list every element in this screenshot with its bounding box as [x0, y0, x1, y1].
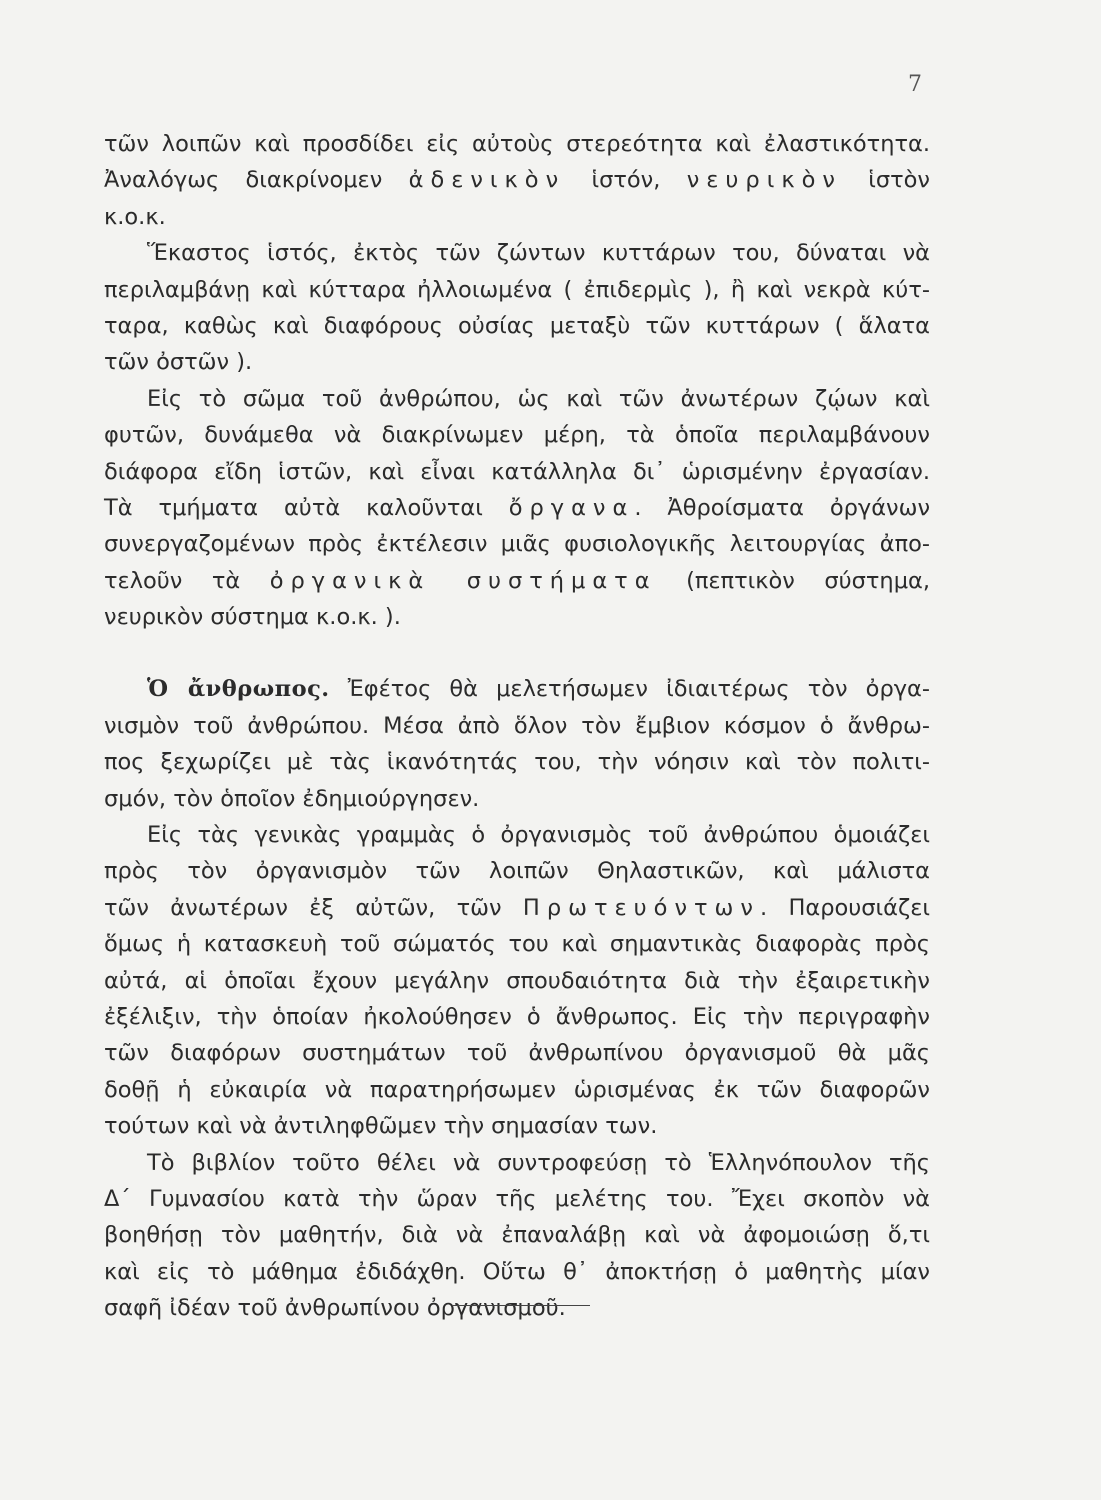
text-line: νευρικὸν σύστημα κ.ο.κ. ). — [104, 604, 401, 631]
text-line: Εἰς τὸ σῶμα τοῦ ἀνθρώπου, ὡς καὶ τῶν ἀνωτέρων ζῴων καὶ — [147, 385, 930, 412]
text-span: . Ἀθροίσματα ὀργάνων — [634, 494, 931, 521]
text-span: τελοῦν τὰ — [104, 567, 270, 594]
text-line: αὐτά, αἱ ὁποῖαι ἔχουν μεγάλην σπουδαιότητα διὰ τὴν ἐξαιρετικὴν — [104, 967, 930, 994]
text-line: νισμὸν τοῦ ἀνθρώπου. Μέσα ἀπὸ ὅλον τὸν ἔμβιον κόσμον ὁ ἄνθρω- — [104, 712, 930, 739]
text-line: ὅμως ἡ κατασκευὴ τοῦ σώματός του καὶ σημαντικὰς διαφορὰς πρὸς — [104, 931, 930, 958]
text-line: Τὸ βιβλίον τοῦτο θέλει νὰ συντροφεύσῃ τὸ Ἑλληνόπουλον τῆς — [147, 1149, 930, 1176]
spaced-term: ἀδενικὸν — [408, 167, 566, 194]
section-heading: Ὁ ἄνθρωπος. — [147, 676, 330, 703]
text-line: ἐξέλιξιν, τὴν ὁποίαν ἠκολούθησεν ὁ ἄνθρωπος. Εἰς τὴν περιγραφὴν — [104, 1003, 930, 1030]
text-line: Εἰς τὰς γενικὰς γραμμὰς ὁ ὀργανισμὸς τοῦ ἀνθρώπου ὁμοιάζει — [147, 822, 930, 849]
text-line: ταρα, καθὼς καὶ διαφόρους οὐσίας μεταξὺ τῶν κυττάρων ( ἅλατα — [104, 312, 930, 339]
text-line: φυτῶν, δυνάμεθα νὰ διακρίνωμεν μέρη, τὰ ὁποῖα περιλαμβάνουν — [104, 422, 930, 449]
text-line — [104, 890, 930, 926]
text-span: . Παρουσιάζει — [759, 894, 930, 921]
text-line: Ἕκαστος ἱστός, ἐκτὸς τῶν ζώντων κυττάρων του, δύναται νὰ — [147, 240, 930, 267]
text-line: Δ΄ Γυμνασίου κατὰ τὴν ὥραν τῆς μελέτης του. Ἔχει σκοπὸν νὰ — [104, 1185, 930, 1212]
text-span: (πεπτικὸν σύστημα, — [656, 567, 930, 594]
text-line: σμόν, τὸν ὁποῖον ἐδημιούργησεν. — [104, 785, 480, 812]
text-line: τῶν λοιπῶν καὶ προσδίδει εἰς αὐτοὺς στερεότητα καὶ ἐλαστικότητα. — [104, 131, 930, 157]
text-span: Ἀναλόγως διακρίνομεν — [104, 167, 409, 194]
spaced-term: ὄργανα — [508, 494, 635, 521]
end-divider — [452, 1305, 590, 1306]
text-line — [104, 162, 930, 198]
text-line: συνεργαζομένων πρὸς ἐκτέλεσιν μιᾶς φυσιολογικῆς λειτουργίας ἀπο- — [104, 531, 930, 558]
spaced-term: νευρικὸν — [686, 167, 842, 194]
text-span: τῶν ἀνωτέρων ἐξ αὐτῶν, τῶν — [104, 894, 523, 921]
text-span: Ἐφέτος θὰ μελετήσωμεν ἰδιαιτέρως τὸν ὀργα- — [329, 676, 930, 703]
text-line: πρὸς τὸν ὀργανισμὸν τῶν λοιπῶν Θηλαστικῶν, καὶ μάλιστα — [104, 858, 930, 885]
text-line: σαφῆ ἰδέαν τοῦ ἀνθρωπίνου ὀργανισμοῦ. — [104, 1295, 566, 1322]
text-line — [104, 671, 930, 707]
text-line — [104, 490, 930, 526]
text-span: ἱστὸν — [841, 167, 930, 194]
spaced-term: ὀργανικὰ συστήματα — [269, 567, 657, 594]
text-line: τῶν διαφόρων συστημάτων τοῦ ἀνθρωπίνου ὀργανισμοῦ θὰ μᾶς — [104, 1040, 930, 1067]
text-line: κ.ο.κ. — [104, 203, 166, 230]
text-line: καὶ εἰς τὸ μάθημα ἐδιδάχθη. Οὕτω θ᾽ ἀποκτήσῃ ὁ μαθητὴς μίαν — [104, 1258, 930, 1285]
text-span: Τὰ τμήματα αὐτὰ καλοῦνται — [104, 494, 509, 521]
body-text — [104, 126, 930, 1327]
text-span: ἱστόν, — [565, 167, 687, 194]
page-number: 7 — [908, 72, 922, 97]
text-line: περιλαμβάνῃ καὶ κύτταρα ἠλλοιωμένα ( ἐπιδερμὶς ), ἢ καὶ νεκρὰ κύτ- — [104, 276, 930, 303]
text-line — [104, 563, 930, 599]
spaced-term: Πρωτευόντων — [522, 894, 760, 921]
text-line: δοθῇ ἡ εὐκαιρία νὰ παρατηρήσωμεν ὡρισμένας ἐκ τῶν διαφορῶν — [104, 1076, 930, 1103]
text-line: τούτων καὶ νὰ ἀντιληφθῶμεν τὴν σημασίαν των. — [104, 1113, 658, 1140]
text-line: πος ξεχωρίζει μὲ τὰς ἱκανότητάς του, τὴν νόησιν καὶ τὸν πολιτι- — [104, 749, 930, 776]
text-line: διάφορα εἴδη ἱστῶν, καὶ εἶναι κατάλληλα δι᾽ ὡρισμένην ἐργασίαν. — [104, 458, 930, 485]
text-line: τῶν ὀστῶν ). — [104, 349, 253, 376]
text-line: βοηθήσῃ τὸν μαθητήν, διὰ νὰ ἐπαναλάβῃ καὶ νὰ ἀφομοιώσῃ ὅ,τι — [104, 1222, 930, 1249]
